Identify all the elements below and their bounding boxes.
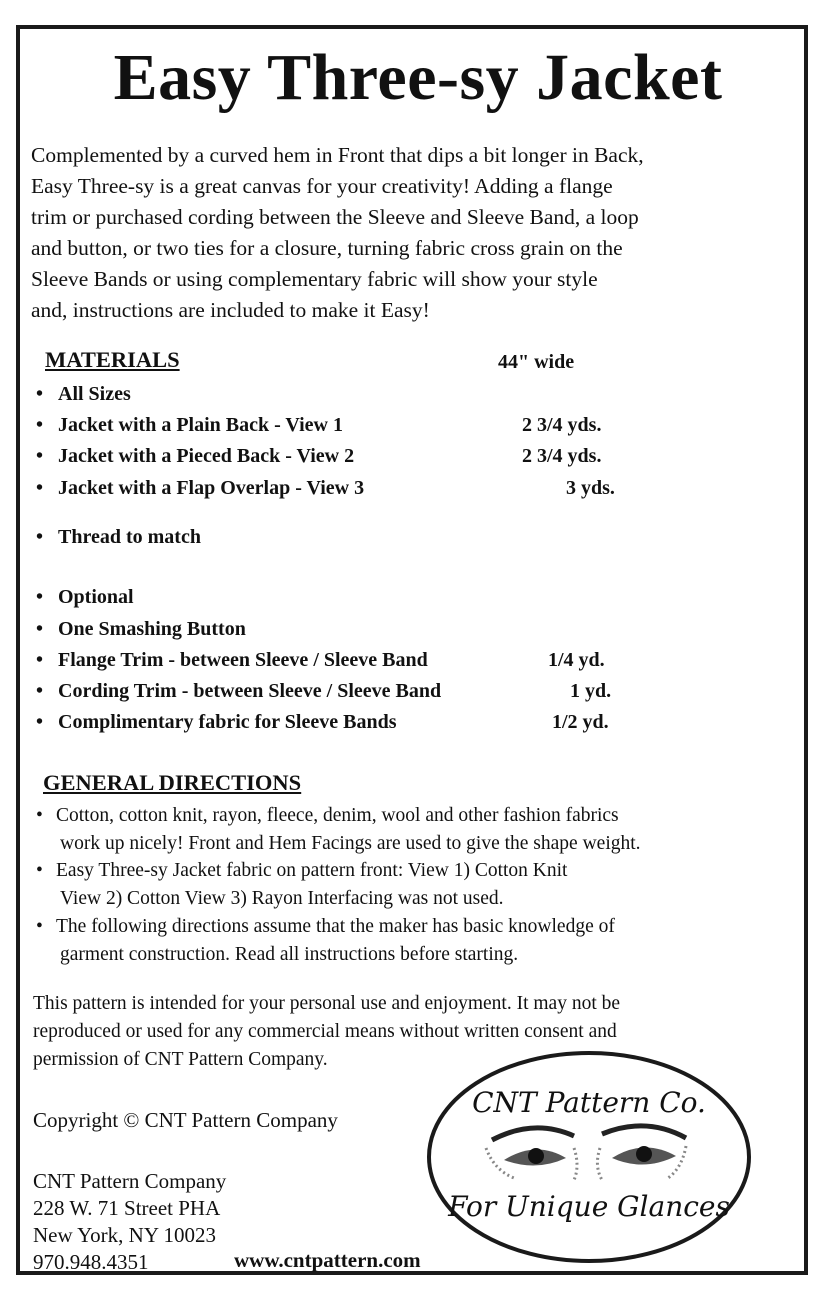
address-line: CNT Pattern Company (33, 1169, 227, 1193)
material-label: One Smashing Button (58, 618, 246, 640)
direction-line: Easy Three-sy Jacket fabric on pattern front: View 1) Cotton Knit (56, 860, 568, 881)
material-label: Flange Trim - between Sleeve / Sleeve Band (58, 649, 428, 671)
material-amount: 3 yds. (566, 477, 615, 499)
intro-line: trim or purchased cording between the Sleeve and Sleeve Band, a loop (31, 205, 639, 229)
material-label: Jacket with a Plain Back - View 1 (58, 414, 343, 436)
direction-line: work up nicely! Front and Hem Facings are used to give the shape weight. (60, 833, 641, 854)
bullet-icon: • (36, 805, 43, 826)
bullet-icon: • (36, 649, 44, 671)
notice-line: This pattern is intended for your personal use and enjoyment. It may not be (33, 993, 621, 1014)
material-amount: 2 3/4 yds. (522, 414, 602, 436)
bullet-icon: • (36, 477, 44, 499)
material-label: Jacket with a Pieced Back - View 2 (58, 445, 355, 467)
bullet-icon: • (36, 680, 44, 702)
intro-paragraph (31, 140, 801, 326)
intro-line: Easy Three-sy is a great canvas for your creativity! Adding a flange (31, 174, 613, 198)
bullet-icon: • (36, 414, 44, 436)
material-label: Complimentary fabric for Sleeve Bands (58, 711, 397, 733)
bullet-icon: • (36, 383, 44, 405)
copyright-text: Copyright © CNT Pattern Company (33, 1108, 338, 1132)
bullet-icon: • (36, 916, 43, 937)
material-amount: 2 3/4 yds. (522, 445, 602, 467)
address-line: New York, NY 10023 (33, 1223, 216, 1247)
direction-line: Cotton, cotton knit, rayon, fleece, denim, wool and other fashion fabrics (56, 805, 619, 826)
materials-width-heading: 44" wide (498, 351, 575, 373)
phone-number: 970.948.4351 (33, 1250, 149, 1274)
bullet-icon: • (36, 586, 44, 608)
bullet-icon: • (36, 860, 43, 881)
intro-line: Complemented by a curved hem in Front that dips a bit longer in Back, (31, 143, 644, 167)
direction-line: View 2) Cotton View 3) Rayon Interfacing was not used. (60, 888, 504, 909)
website-link[interactable]: www.cntpattern.com (234, 1248, 421, 1272)
address-line: 228 W. 71 Street PHA (33, 1196, 221, 1220)
material-label: All Sizes (58, 383, 131, 405)
eyes-icon (486, 1126, 686, 1180)
logo-bottom-text: For Unique Glances (448, 1190, 730, 1223)
direction-line: The following directions assume that the maker has basic knowledge of (56, 916, 615, 937)
general-directions-heading: GENERAL DIRECTIONS (43, 770, 302, 795)
bullet-icon: • (36, 618, 44, 640)
logo-emblem (424, 1048, 754, 1266)
material-amount: 1/4 yd. (548, 649, 605, 671)
notice-line: permission of CNT Pattern Company. (33, 1049, 328, 1070)
company-logo (424, 1048, 754, 1266)
intro-line: and button, or two ties for a closure, turning fabric cross grain on the (31, 236, 623, 260)
material-label: Cording Trim - between Sleeve / Sleeve Band (58, 680, 442, 702)
logo-top-text: CNT Pattern Co. (472, 1086, 706, 1119)
intro-line: Sleeve Bands or using complementary fabric will show your style (31, 267, 598, 291)
direction-line: garment construction. Read all instructions before starting. (60, 944, 519, 965)
page-title: Easy Three-sy Jacket (113, 41, 723, 114)
material-label: Thread to match (58, 526, 201, 548)
material-amount: 1/2 yd. (552, 711, 609, 733)
list-item (36, 913, 615, 969)
bullet-icon: • (36, 526, 44, 548)
material-label: Optional (58, 586, 134, 608)
bullet-icon: • (36, 445, 44, 467)
intro-line: and, instructions are included to make it Easy! (31, 298, 430, 322)
notice-line: reproduced or used for any commercial means without written consent and (33, 1021, 617, 1042)
material-amount: 1 yd. (570, 680, 612, 702)
materials-heading: MATERIALS (45, 347, 180, 372)
bullet-icon: • (36, 711, 44, 733)
list-item (36, 857, 567, 913)
company-address (33, 1168, 226, 1276)
material-label: Jacket with a Flap Overlap - View 3 (58, 477, 365, 499)
list-item (36, 802, 641, 858)
